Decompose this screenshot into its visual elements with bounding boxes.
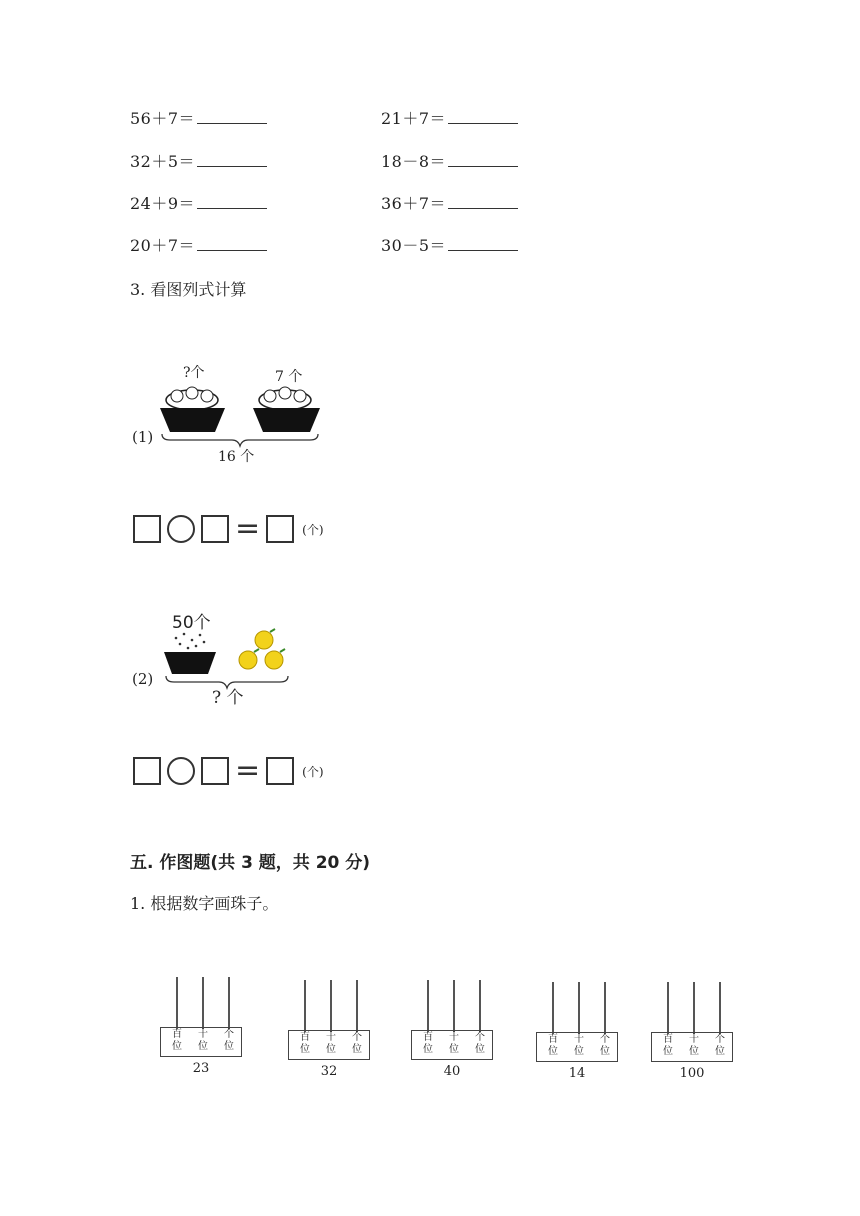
answer-blank[interactable] <box>197 236 267 251</box>
answer-box[interactable] <box>266 515 294 543</box>
place-label: 十 位 <box>574 1034 584 1057</box>
abacus-rod[interactable] <box>693 982 695 1034</box>
basket-and-pears-illustration <box>160 628 300 680</box>
equation-5: 24＋9＝ <box>130 191 267 214</box>
answer-blank[interactable] <box>197 194 267 209</box>
right-count-label: 7 个 <box>275 369 303 385</box>
abacus-rod[interactable] <box>719 982 721 1034</box>
abacus-number: 32 <box>320 1064 338 1079</box>
abacus-rod[interactable] <box>479 980 481 1032</box>
abacus[interactable] <box>411 980 501 1090</box>
basket-illustration <box>155 380 325 440</box>
place-label: 个 位 <box>715 1034 725 1057</box>
place-label: 百 位 <box>423 1032 433 1055</box>
abacus-number: 100 <box>679 1066 705 1081</box>
place-label: 十 位 <box>198 1029 208 1052</box>
answer-box[interactable] <box>133 757 161 785</box>
abacus[interactable] <box>651 982 741 1092</box>
question-title: 3. 看图列式计算 <box>130 280 247 299</box>
place-label: 个 位 <box>600 1034 610 1057</box>
place-label: 个 位 <box>352 1032 362 1055</box>
abacus-frame <box>411 1030 493 1060</box>
abacus[interactable] <box>288 980 378 1090</box>
place-label: 百 位 <box>172 1029 182 1052</box>
unit-label: (个) <box>302 764 324 779</box>
answer-box[interactable] <box>133 515 161 543</box>
abacus[interactable] <box>160 977 250 1087</box>
equation-2: 21＋7＝ <box>381 106 518 129</box>
abacus-rod[interactable] <box>667 982 669 1034</box>
place-label: 百 位 <box>300 1032 310 1055</box>
equals-sign: = <box>235 753 261 788</box>
answer-blank[interactable] <box>448 109 518 124</box>
answer-box[interactable] <box>201 757 229 785</box>
equation-7: 20＋7＝ <box>130 233 267 256</box>
answer-row-1 <box>133 511 324 546</box>
abacus-rod[interactable] <box>427 980 429 1032</box>
place-label: 十 位 <box>326 1032 336 1055</box>
total-label: ? 个 <box>212 688 244 708</box>
question-title: 1. 根据数字画珠子。 <box>130 894 279 913</box>
answer-row-2 <box>133 753 324 788</box>
unit-label: (个) <box>302 522 324 537</box>
abacus-rod[interactable] <box>356 980 358 1032</box>
figure-label: (1) <box>132 428 154 446</box>
equation-1: 56＋7＝ <box>130 106 267 129</box>
abacus-rod[interactable] <box>453 980 455 1032</box>
abacus[interactable] <box>536 982 626 1092</box>
abacus-frame <box>160 1027 242 1057</box>
abacus-number: 23 <box>192 1061 210 1076</box>
equation-6: 36＋7＝ <box>381 191 518 214</box>
equation-3: 32＋5＝ <box>130 149 267 172</box>
operator-circle[interactable] <box>167 757 195 785</box>
answer-blank[interactable] <box>197 152 267 167</box>
answer-box[interactable] <box>201 515 229 543</box>
answer-blank[interactable] <box>197 109 267 124</box>
operator-circle[interactable] <box>167 515 195 543</box>
abacus-frame <box>536 1032 618 1062</box>
abacus-number: 14 <box>568 1066 586 1081</box>
place-label: 百 位 <box>548 1034 558 1057</box>
total-label: 16 个 <box>218 449 255 465</box>
abacus-rod[interactable] <box>330 980 332 1032</box>
abacus-frame <box>651 1032 733 1062</box>
abacus-number: 40 <box>443 1064 461 1079</box>
equals-sign: = <box>235 511 261 546</box>
place-label: 个 位 <box>224 1029 234 1052</box>
answer-blank[interactable] <box>448 236 518 251</box>
abacus-frame <box>288 1030 370 1060</box>
abacus-rod[interactable] <box>304 980 306 1032</box>
section-title: 五. 作图题(共 3 题，共 20 分) <box>130 853 371 873</box>
left-count-label: 50个 <box>172 613 211 633</box>
abacus-rod[interactable] <box>552 982 554 1034</box>
place-label: 十 位 <box>449 1032 459 1055</box>
equation-8: 30－5＝ <box>381 233 518 256</box>
abacus-rod[interactable] <box>228 977 230 1029</box>
place-label: 十 位 <box>689 1034 699 1057</box>
place-label: 个 位 <box>475 1032 485 1055</box>
figure-label: (2) <box>132 670 154 688</box>
abacus-rod[interactable] <box>202 977 204 1029</box>
answer-blank[interactable] <box>448 152 518 167</box>
answer-blank[interactable] <box>448 194 518 209</box>
equation-4: 18－8＝ <box>381 149 518 172</box>
abacus-rod[interactable] <box>604 982 606 1034</box>
place-label: 百 位 <box>663 1034 673 1057</box>
left-count-label: ?个 <box>183 365 205 381</box>
answer-box[interactable] <box>266 757 294 785</box>
abacus-rod[interactable] <box>176 977 178 1029</box>
abacus-rod[interactable] <box>578 982 580 1034</box>
